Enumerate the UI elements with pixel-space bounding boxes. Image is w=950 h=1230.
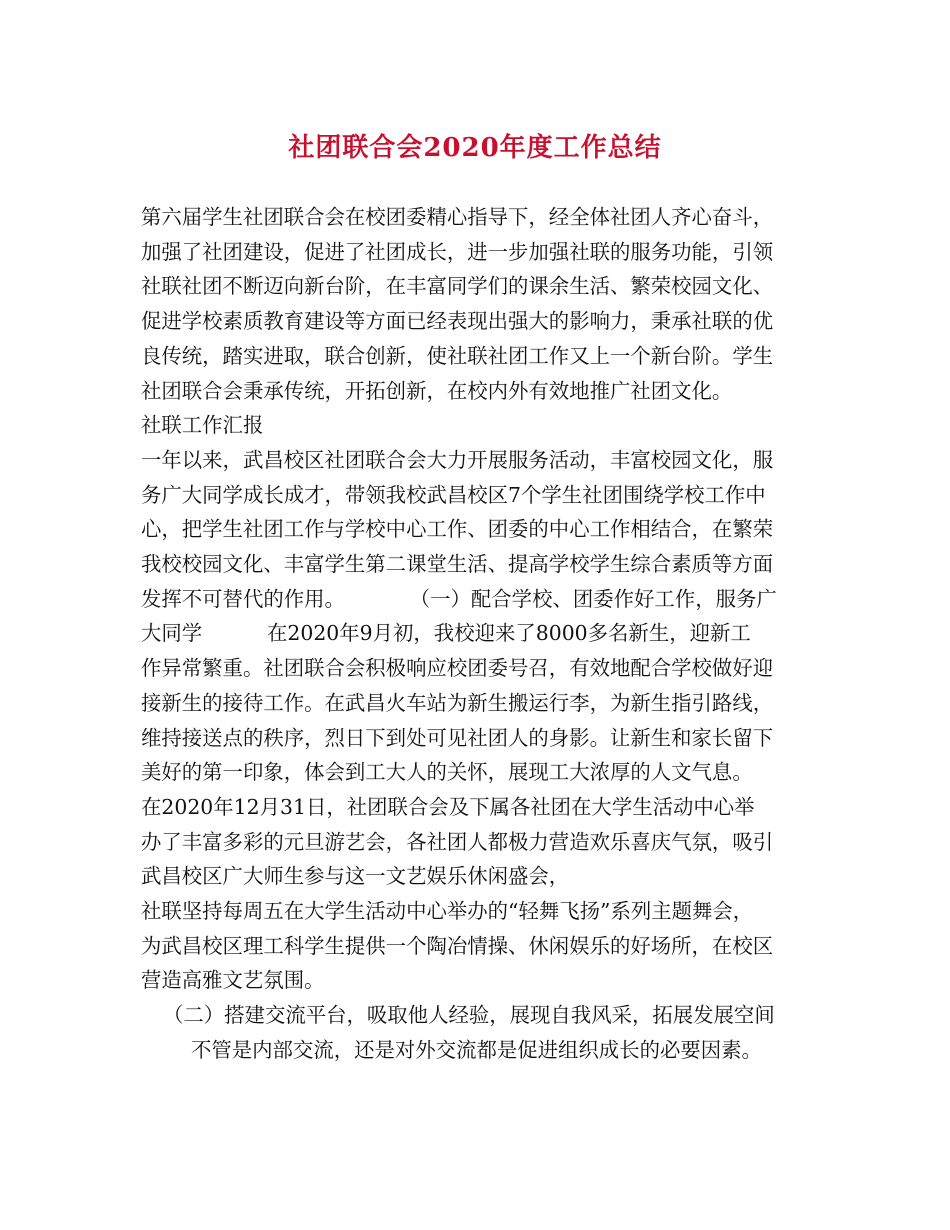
body-line: 我校校园文化、丰富学生第二课堂生活、提高学校学生综合素质等方面	[141, 552, 774, 577]
body-line: 一年以来，武昌校区社团联合会大力开展服务活动，丰富校园文化，服	[141, 447, 774, 472]
body-line: 维持接送点的秩序，烈日下到处可见社团人的身影。让新生和家长留下	[141, 725, 774, 750]
body-line: 作异常繁重。社团联合会积极响应校团委号召，有效地配合学校做好迎	[141, 656, 774, 681]
body-line: 促进学校素质教育建设等方面已经表现出强大的影响力，秉承社联的优	[141, 309, 774, 334]
body-line: 良传统，踏实进取，联合创新，使社联社团工作又上一个新台阶。学生	[141, 343, 774, 368]
body-line: 美好的第一印象，体会到工大人的关怀，展现工大浓厚的人文气息。	[141, 760, 753, 785]
body-line: 不管是内部交流，还是对外交流都是促进组织成长的必要因素。	[191, 1037, 762, 1062]
body-line: 社联坚持每周五在大学生活动中心举办的“轻舞飞扬”系列主题舞会，	[141, 899, 754, 924]
document-title: 社团联合会2020年度工作总结	[288, 133, 662, 163]
section-heading: 社联工作汇报	[141, 413, 264, 438]
body-line: 接新生的接待工作。在武昌火车站为新生搬运行李，为新生指引路线，	[141, 690, 774, 715]
body-line: 为武昌校区理工科学生提供一个陶冶情操、休闲娱乐的好场所，在校区	[141, 933, 774, 958]
body-line: 在2020年12月31日，社团联合会及下属各社团在大学生活动中心举	[141, 794, 755, 819]
body-line: 务广大同学成长成才，带领我校武昌校区7个学生社团围绕学校工作中	[141, 482, 766, 507]
body-line: 心，把学生社团工作与学校中心工作、团委的中心工作相结合，在繁荣	[141, 517, 774, 542]
body-line: 发挥不可替代的作用。 （一）配合学校、团委作好工作，服务广	[141, 586, 777, 611]
body-line: 第六届学生社团联合会在校团委精心指导下，经全体社团人齐心奋斗，	[141, 205, 774, 229]
body-line: 加强了社团建设，促进了社团成长，进一步加强社联的服务功能，引领	[141, 239, 774, 264]
subsection-heading: （二）搭建交流平台，吸取他人经验，展现自我风采，拓展发展空间	[163, 1003, 775, 1028]
body-line: 营造高雅文艺氛围。	[141, 968, 325, 993]
body-line: 社团联合会秉承传统，开拓创新，在校内外有效地推广社团文化。	[141, 378, 733, 403]
body-line: 武昌校区广大师生参与这一文艺娱乐休闲盛会，	[141, 864, 570, 889]
body-line: 办了丰富多彩的元旦游艺会，各社团人都极力营造欢乐喜庆气氛，吸引	[141, 829, 774, 854]
body-line: 社联社团不断迈向新台阶，在丰富同学们的课余生活、繁荣校园文化、	[141, 274, 774, 299]
document-body	[141, 200, 817, 1068]
body-line: 大同学 在2020年9月初，我校迎来了8000多名新生，迎新工	[141, 621, 751, 646]
